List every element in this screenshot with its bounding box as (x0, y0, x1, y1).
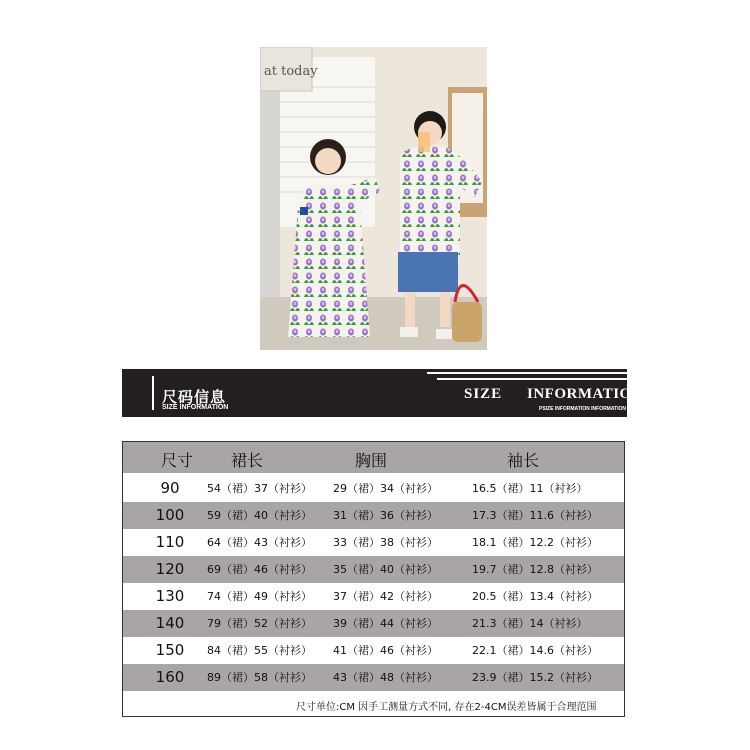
banner-information-subtitle: PSIZE INFORMATION INFORMATION (539, 406, 627, 412)
wall-sign-text: at today (264, 64, 318, 79)
table-row (123, 556, 624, 583)
cell-sleeve: 20.5（裙）13.4（衬衫） (472, 590, 598, 603)
cell-size: 130 (155, 587, 185, 605)
cell-size: 120 (155, 560, 185, 578)
cell-size: 140 (155, 614, 185, 632)
cell-chest: 43（裙）48（衬衫） (333, 671, 438, 684)
banner-en-subtitle: SIZE INFORMATION (162, 404, 229, 411)
cell-size: 160 (155, 668, 185, 686)
cell-sleeve: 16.5（裙）11（衬衫） (472, 482, 588, 495)
table-row (123, 583, 624, 610)
cell-sleeve: 22.1（裙）14.6（衬衫） (472, 644, 598, 657)
cell-sleeve: 23.9（裙）15.2（衬衫） (472, 671, 598, 684)
cell-chest: 29（裙）34（衬衫） (333, 482, 438, 495)
cell-skirt: 79（裙）52（衬衫） (207, 617, 312, 630)
banner-information-word: INFORMATION (527, 386, 644, 402)
table-row (123, 637, 624, 664)
product-photo (260, 47, 487, 350)
header-size: 尺寸 (161, 451, 194, 470)
banner-divider (152, 376, 154, 410)
header-sleeve-length: 袖长 (507, 451, 540, 470)
banner-size-word: SIZE (464, 386, 503, 402)
cell-sleeve: 19.7（裙）12.8（衬衫） (472, 563, 598, 576)
table-row (123, 475, 624, 502)
measurement-note: 尺寸单位:CM 因手工测量方式不同, 存在2-4CM误差皆属于合理范围 (296, 702, 597, 713)
cell-skirt: 69（裙）46（衬衫） (207, 563, 312, 576)
cell-skirt: 89（裙）58（衬衫） (207, 671, 312, 684)
table-row (123, 502, 624, 529)
cell-size: 110 (155, 533, 185, 551)
cell-sleeve: 18.1（裙）12.2（衬衫） (472, 536, 598, 549)
table-row (123, 664, 624, 691)
cell-size: 100 (155, 506, 185, 524)
cell-chest: 35（裙）40（衬衫） (333, 563, 438, 576)
header-skirt-length: 裙长 (231, 451, 264, 470)
table-row (123, 610, 624, 637)
table-header-row (123, 442, 624, 473)
cell-size: 90 (160, 479, 180, 497)
cell-skirt: 64（裙）43（衬衫） (207, 536, 312, 549)
cell-skirt: 59（裙）40（衬衫） (207, 509, 312, 522)
banner-cn-title: 尺码信息 (162, 388, 227, 406)
table-row (123, 529, 624, 556)
header-chest: 胸围 (355, 451, 388, 470)
cell-size: 150 (155, 641, 185, 659)
cell-chest: 39（裙）44（衬衫） (333, 617, 438, 630)
cell-chest: 33（裙）38（衬衫） (333, 536, 438, 549)
cell-skirt: 84（裙）55（衬衫） (207, 644, 312, 657)
product-photo-illustration (260, 47, 487, 350)
banner-decor-lines (427, 372, 627, 384)
cell-sleeve: 21.3（裙）14（衬衫） (472, 617, 588, 630)
cell-skirt: 54（裙）37（衬衫） (207, 482, 312, 495)
cell-sleeve: 17.3（裙）11.6（衬衫） (472, 509, 598, 522)
cell-chest: 31（裙）36（衬衫） (333, 509, 438, 522)
size-table (122, 441, 625, 717)
cell-chest: 37（裙）42（衬衫） (333, 590, 438, 603)
cell-skirt: 74（裙）49（衬衫） (207, 590, 312, 603)
size-info-banner (122, 369, 644, 417)
cell-chest: 41（裙）46（衬衫） (333, 644, 438, 657)
